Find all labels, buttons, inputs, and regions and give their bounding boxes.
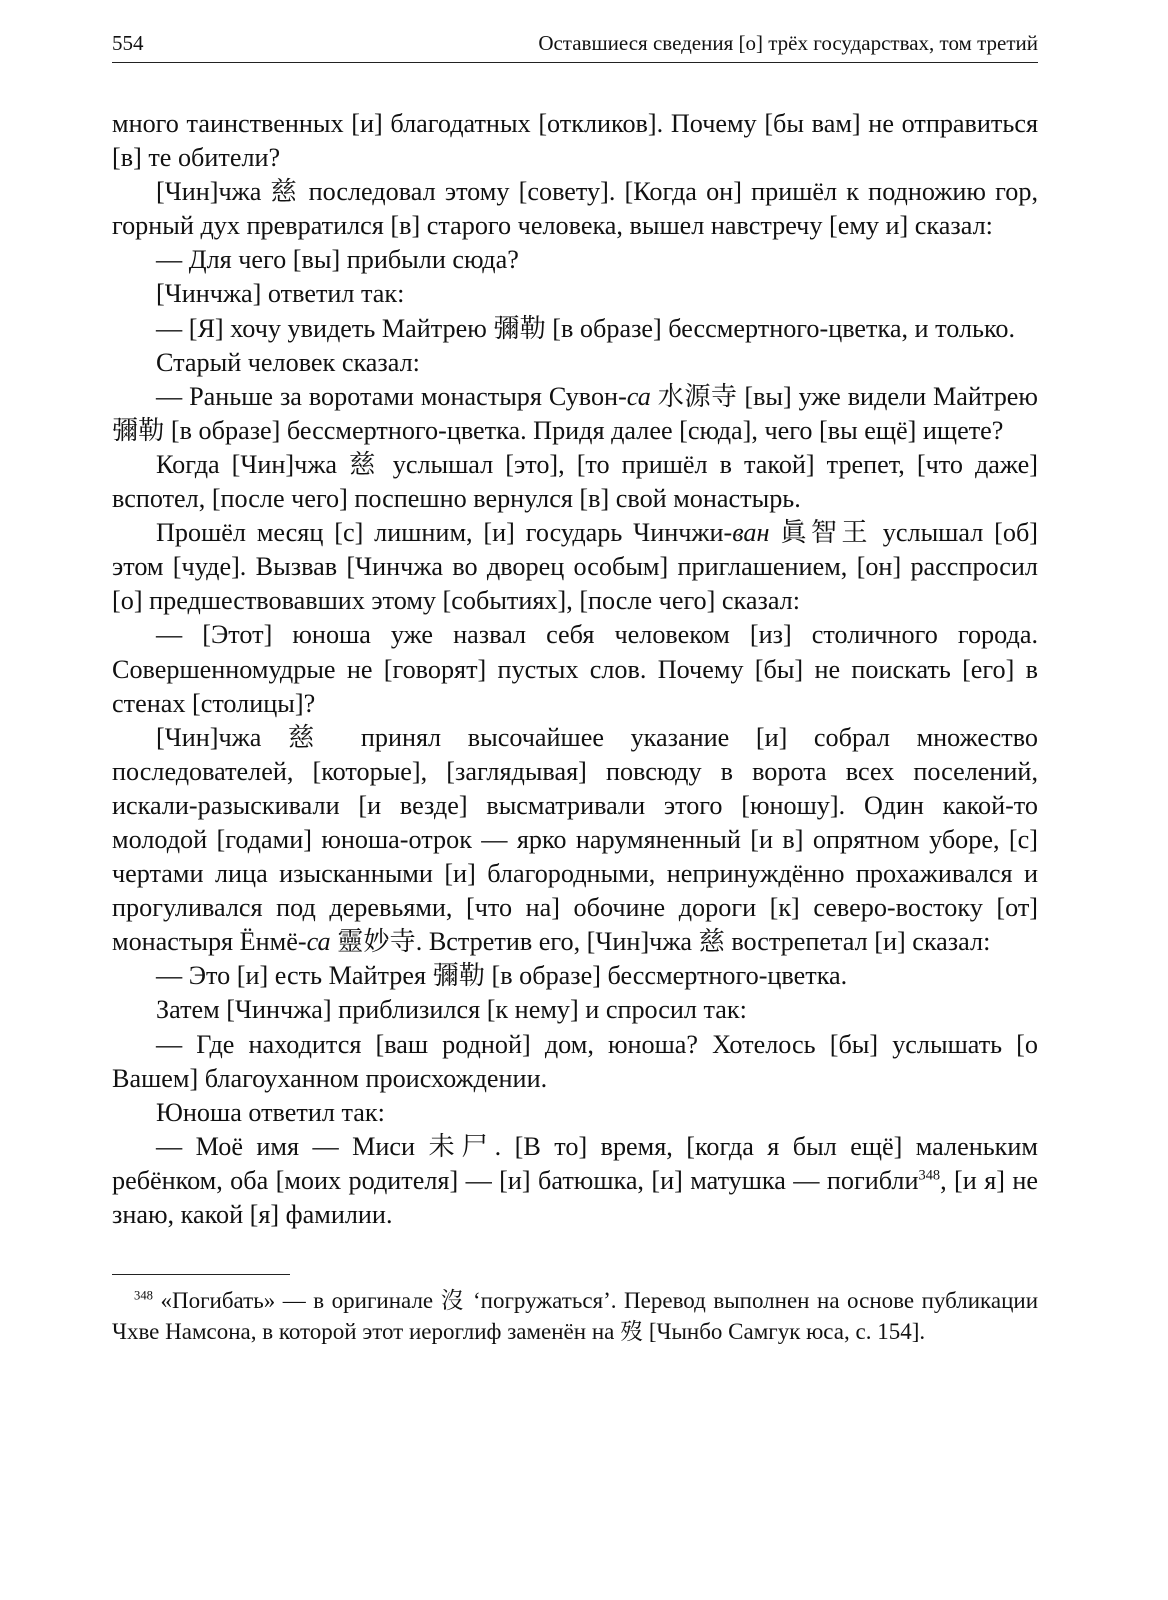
text-run: — Раньше за воротами монастыря Сувон- (156, 381, 627, 411)
paragraph: много таинственных [и] благодатных [откликов]. Почему [бы вам] не отправиться [в] те обители? (112, 109, 1038, 173)
footnote-divider (112, 1274, 290, 1275)
paragraph: Когда [Чин]чжа 慈 услышал [это], [то пришёл в такой] трепет, [что даже] вспотел, [после чего] поспешно вернулся [в] свой монастырь. (112, 449, 1038, 514)
footnote-number: 348 (134, 1288, 153, 1303)
running-title: Оставшиеся сведения [о] трёх государствах, том третий (538, 31, 1038, 55)
footnote (112, 1285, 1038, 1347)
text-run: [Чин]чжа 慈 принял высочайшее указание [и] собрал множество последователей, [которые], [заглядывая] повсюду в ворота всех поселений, искали-разыскивали [и везде] высматривали этого [юношу]. Один какой-то молодой [годами] юноша-отрок — ярко нарумяненный [и в] опрятном уборе, [с] чертами лица изысканными [и] благородными, непринуждённо прохаживался и прогуливался под деревьями, [что на] обочине дороги [к] северо-востоку [от] монастыря Ёнмё- (112, 722, 1038, 957)
paragraph: [Чин]чжа 慈 последовал этому [совету]. [Когда он] пришёл к подножию гор, горный дух превратился [в] старого человека, вышел навстречу [ему и] сказал: (112, 177, 1038, 241)
paragraph: Юноша ответил так: (156, 1097, 385, 1127)
dialogue-line: — Где находится [ваш родной] дом, юноша? Хотелось [бы] услышать [о Вашем] благоуханном происхождении. (112, 1029, 1038, 1093)
text-run: , [и я] не знаю, какой [я] фамилии. (112, 1165, 1038, 1229)
page-number: 554 (112, 31, 144, 55)
italic-text: ван (732, 518, 770, 548)
text-run: 水源寺 [вы] уже видели Майтрею 彌勒 [в образе] бессмертного-цветка. Придя далее [сюда], чего [вы ещё] ищете? (112, 381, 1038, 445)
dialogue-line (112, 380, 1038, 448)
text-run: — Моё имя — Миси 未尸. [В то] время, [когда я был ещё] маленьким ребёнком, оба [моих родителя] — [и] батюшка, [и] матушка — погибли (112, 1131, 1038, 1195)
text-run: 靈妙寺. Встретив его, [Чин]чжа 慈 вострепетал [и] сказал: (330, 927, 991, 957)
dialogue-line (112, 1130, 1038, 1232)
paragraph: [Чинчжа] ответил так: (156, 279, 405, 309)
footnote-reference[interactable]: 348 (918, 1167, 941, 1184)
footnote-text: «Погибать» — в оригинале 沒 ‘погружаться’. Перевод выполнен на основе публикации Чхве Намсона, в которой этот иероглиф заменён на 歿 [Чынбо Самгук юса, с. 154]. (112, 1288, 1038, 1345)
paragraph: Старый человек сказал: (156, 347, 420, 377)
paragraph: Затем [Чинчжа] приблизился [к нему] и спросил так: (156, 995, 747, 1025)
text-run: Прошёл месяц [с] лишним, [и] государь Чинчжи- (156, 518, 733, 548)
main-text (112, 107, 1038, 1232)
italic-text: са (626, 381, 651, 411)
book-page (112, 30, 1038, 1347)
italic-text: са (306, 927, 331, 957)
dialogue-line: — [Этот] юноша уже назвал себя человеком [из] столичного города. Совершенномудрые не [говорят] пустых слов. Почему [бы] не поискать [его] в стенах [столицы]? (112, 620, 1038, 718)
text-run: 眞智王 услышал [об] этом [чуде]. Вызвав [Чинчжа во дворец особым] приглашением, [он] расспросил [о] предшествовавших этому [событиях], [после чего] сказал: (112, 518, 1038, 616)
dialogue-line: — [Я] хочу увидеть Майтрею 彌勒 [в образе] бессмертного-цветка, и только. (156, 313, 1015, 343)
dialogue-line: — Это [и] есть Майтрея 彌勒 [в образе] бессмертного-цветка. (156, 961, 848, 991)
paragraph (112, 721, 1038, 960)
dialogue-line: — Для чего [вы] прибыли сюда? (156, 245, 519, 275)
running-header (112, 30, 1038, 63)
paragraph (112, 516, 1038, 618)
